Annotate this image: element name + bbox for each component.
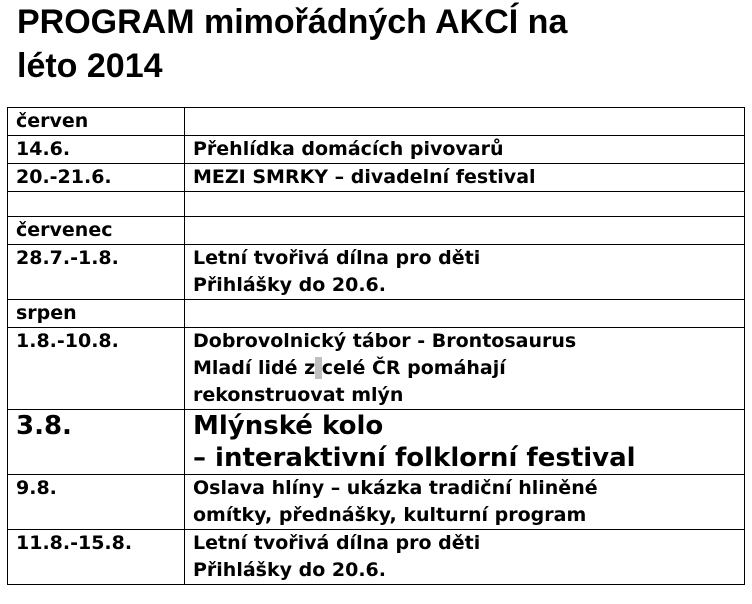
event-cell bbox=[185, 300, 745, 328]
program-table bbox=[7, 107, 745, 585]
event-cell bbox=[185, 217, 745, 245]
event-line: Letní tvořivá dílna pro děti bbox=[193, 247, 481, 269]
title-line-1: PROGRAM mimořádných AKCÍ na bbox=[17, 3, 568, 41]
event-cell bbox=[185, 245, 745, 300]
month-cell: červenec bbox=[8, 217, 185, 245]
date-cell: 14.6. bbox=[8, 136, 185, 164]
event-text: Mladí lidé z bbox=[193, 357, 316, 379]
event-cell bbox=[185, 108, 745, 136]
event-line: Přihlášky do 20.6. bbox=[193, 559, 386, 581]
table-row-month-august bbox=[8, 300, 745, 328]
date-cell: 20.-21.6. bbox=[8, 164, 185, 192]
text-highlight bbox=[315, 357, 322, 379]
table-row bbox=[8, 530, 745, 585]
event-cell bbox=[185, 530, 745, 585]
table-row bbox=[8, 245, 745, 300]
event-line: Přihlášky do 20.6. bbox=[193, 274, 386, 296]
date-cell: 28.7.-1.8. bbox=[8, 245, 185, 300]
table-row bbox=[8, 328, 745, 410]
date-cell: 3.8. bbox=[8, 410, 185, 475]
event-line: Oslava hlíny – ukázka tradiční hliněné bbox=[193, 477, 598, 499]
event-text: celé ČR pomáhají bbox=[321, 357, 506, 379]
month-cell: červen bbox=[8, 108, 185, 136]
event-line: rekonstruovat mlýn bbox=[193, 384, 404, 406]
event-cell bbox=[185, 475, 745, 530]
event-cell: MEZI SMRKY – divadelní festival bbox=[185, 164, 745, 192]
event-cell: Přehlídka domácích pivovarů bbox=[185, 136, 745, 164]
event-line: Mlýnské kolo bbox=[193, 411, 384, 441]
date-cell: 1.8.-10.8. bbox=[8, 328, 185, 410]
table-row-empty bbox=[8, 192, 745, 217]
document-title bbox=[17, 0, 567, 88]
event-line: Letní tvořivá dílna pro děti bbox=[193, 532, 481, 554]
event-cell bbox=[185, 192, 745, 217]
table-row bbox=[8, 164, 745, 192]
table-row-month-july bbox=[8, 217, 745, 245]
event-cell bbox=[185, 328, 745, 410]
table-row-month-june bbox=[8, 108, 745, 136]
table-row bbox=[8, 136, 745, 164]
table-row bbox=[8, 475, 745, 530]
title-line-2: léto 2014 bbox=[17, 47, 163, 85]
month-cell: srpen bbox=[8, 300, 185, 328]
event-line: – interaktivní folklorní festival bbox=[193, 443, 636, 473]
table-row-highlight bbox=[8, 410, 745, 475]
date-cell: 11.8.-15.8. bbox=[8, 530, 185, 585]
date-cell: 9.8. bbox=[8, 475, 185, 530]
event-cell bbox=[185, 410, 745, 475]
date-cell bbox=[8, 192, 185, 217]
event-line: Dobrovolnický tábor - Brontosaurus bbox=[193, 330, 577, 352]
event-line bbox=[193, 355, 744, 382]
event-line: omítky, přednášky, kulturní program bbox=[193, 504, 587, 526]
